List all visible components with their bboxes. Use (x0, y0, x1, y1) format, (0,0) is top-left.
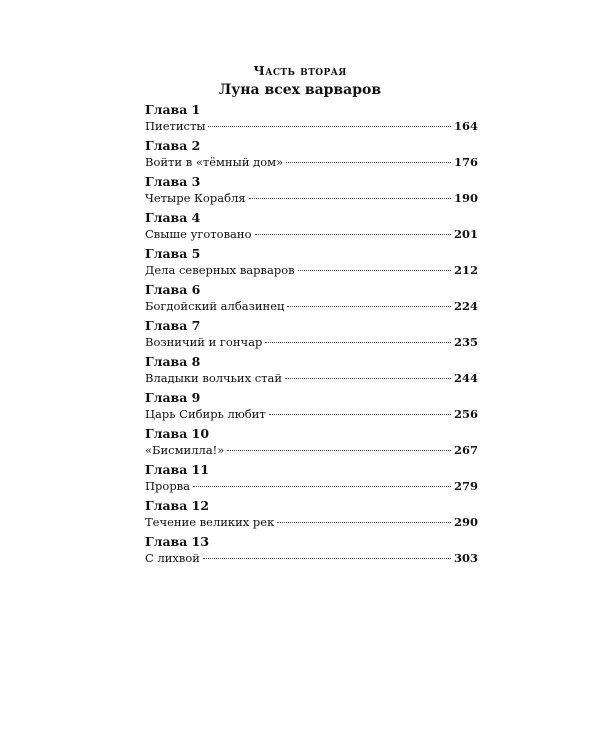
page-number: 235 (453, 335, 478, 349)
dot-leader (277, 522, 451, 523)
chapter-label: Глава 2 (145, 138, 201, 153)
table-of-contents (145, 102, 478, 570)
toc-entry[interactable] (145, 282, 478, 318)
chapter-title: Дела северных варваров (145, 263, 295, 277)
part-subtitle: Луна всех варваров (218, 82, 382, 98)
toc-entry[interactable] (145, 534, 478, 570)
chapter-label: Глава 11 (145, 462, 210, 477)
dot-leader (193, 486, 451, 487)
toc-entry[interactable] (145, 318, 478, 354)
toc-entry[interactable] (145, 498, 478, 534)
part-header (0, 63, 600, 99)
chapter-label: Глава 4 (145, 210, 201, 225)
chapter-title: Свыше уготовано (145, 227, 252, 241)
toc-line (145, 406, 478, 422)
chapter-title: Войти в «тёмный дом» (145, 155, 284, 169)
toc-line (145, 298, 478, 314)
page-number: 190 (453, 191, 478, 205)
page-number: 267 (453, 443, 478, 457)
chapter-title: С лихвой (145, 551, 200, 565)
toc-line (145, 514, 478, 530)
dot-leader (208, 126, 451, 127)
dot-leader (298, 270, 451, 271)
dot-leader (286, 162, 451, 163)
chapter-label: Глава 8 (145, 354, 201, 369)
toc-line (145, 334, 478, 350)
toc-entry[interactable] (145, 462, 478, 498)
page-number: 212 (453, 263, 478, 277)
page-number: 201 (453, 227, 478, 241)
toc-line (145, 190, 478, 206)
chapter-label: Глава 10 (145, 426, 210, 441)
toc-entry[interactable] (145, 246, 478, 282)
toc-line (145, 478, 478, 494)
chapter-title: Владыки волчьих стай (145, 371, 283, 385)
page-number: 164 (453, 119, 478, 133)
chapter-title: Богдойский албазинец (145, 299, 285, 313)
chapter-label: Глава 5 (145, 246, 201, 261)
toc-line (145, 370, 478, 386)
toc-line (145, 226, 478, 242)
toc-entry[interactable] (145, 390, 478, 426)
page-number: 290 (453, 515, 478, 529)
chapter-title: Пиетисты (145, 119, 206, 133)
chapter-label: Глава 3 (145, 174, 201, 189)
chapter-label: Глава 6 (145, 282, 201, 297)
page-number: 256 (453, 407, 478, 421)
dot-leader (227, 450, 451, 451)
toc-line (145, 118, 478, 134)
toc-line (145, 262, 478, 278)
page-number: 244 (453, 371, 478, 385)
dot-leader (265, 342, 451, 343)
part-title: Часть вторая (253, 63, 347, 78)
page-number: 176 (453, 155, 478, 169)
toc-entry[interactable] (145, 174, 478, 210)
dot-leader (249, 198, 451, 199)
chapter-title: Царь Сибирь любит (145, 407, 266, 421)
chapter-title: Прорва (145, 479, 191, 493)
dot-leader (285, 378, 451, 379)
dot-leader (203, 558, 451, 559)
chapter-label: Глава 7 (145, 318, 201, 333)
chapter-label: Глава 13 (145, 534, 210, 549)
chapter-label: Глава 1 (145, 102, 201, 117)
page-number: 279 (453, 479, 478, 493)
toc-line (145, 442, 478, 458)
toc-entry[interactable] (145, 426, 478, 462)
toc-entry[interactable] (145, 102, 478, 138)
chapter-title: Четыре Корабля (145, 191, 246, 205)
chapter-title: Возничий и гончар (145, 335, 263, 349)
chapter-label: Глава 9 (145, 390, 201, 405)
dot-leader (287, 306, 451, 307)
toc-entry[interactable] (145, 354, 478, 390)
chapter-title: «Бисмилла!» (145, 443, 225, 457)
page-number: 303 (453, 551, 478, 565)
dot-leader (269, 414, 451, 415)
chapter-title: Течение великих рек (145, 515, 275, 529)
toc-entry[interactable] (145, 138, 478, 174)
toc-line (145, 550, 478, 566)
dot-leader (255, 234, 451, 235)
toc-entry[interactable] (145, 210, 478, 246)
toc-line (145, 154, 478, 170)
page-number: 224 (453, 299, 478, 313)
chapter-label: Глава 12 (145, 498, 210, 513)
